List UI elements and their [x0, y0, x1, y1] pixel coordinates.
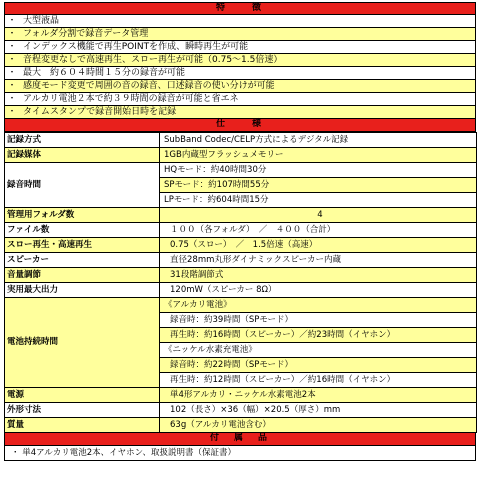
spec-sheet [4, 2, 476, 461]
spec-value: 単4形アルカリ・ニッケル水素電池2本 [160, 388, 477, 403]
spec-label: 記録媒体 [5, 148, 160, 163]
accessories-text: ・ 単4アルカリ電池2本、イヤホン、取扱説明書（保証書） [4, 446, 476, 461]
feature-text: アルカリ電池２本で約３９時間の録音が可能と省エネ [23, 94, 239, 104]
table-row [5, 298, 477, 313]
table-row [5, 253, 477, 268]
feature-text: インデックス機能で再生POINTを作成、瞬時再生が可能 [23, 42, 249, 52]
table-row [5, 418, 477, 433]
bullet-icon: ・ [7, 16, 17, 26]
spec-value: 再生時：約16時間（スピーカー）／約23時間（イヤホン） [160, 328, 477, 343]
feature-text: 最大 約６０４時間１５分の録音が可能 [23, 68, 186, 78]
table-row [5, 133, 477, 148]
table-row [5, 238, 477, 253]
spec-value: 102（長さ）×36（幅）×20.5（厚さ）mm [160, 403, 477, 418]
spec-value: 1GB内蔵型フラッシュメモリー [160, 148, 477, 163]
spec-value: HQモード：約40時間30分 [160, 163, 477, 178]
spec-value: 《アルカリ電池》 [160, 298, 477, 313]
table-row [5, 208, 477, 223]
feature-item [4, 15, 476, 28]
bullet-icon: ・ [7, 81, 17, 91]
spec-label: ファイル数 [5, 223, 160, 238]
spec-value: 《ニッケル水素充電池》 [160, 343, 477, 358]
feature-text: 音程変更なしで高速再生、スロー再生が可能（0.75～1.5倍速） [23, 55, 283, 65]
spec-value: 0.75（スロー） ／ 1.5倍速（高速） [160, 238, 477, 253]
table-row [5, 403, 477, 418]
feature-item [4, 28, 476, 41]
table-row [5, 268, 477, 283]
feature-item [4, 80, 476, 93]
spec-label: スピーカー [5, 253, 160, 268]
spec-value: １００（各フォルダ） ／ ４００（合計） [160, 223, 477, 238]
bullet-icon: ・ [7, 68, 17, 78]
spec-value: 録音時：約22時間（SPモード） [160, 358, 477, 373]
spec-value: 31段階調節式 [160, 268, 477, 283]
spec-label: 質量 [5, 418, 160, 433]
spec-label: 音量調節 [5, 268, 160, 283]
spec-label: 電池持続時間 [5, 298, 160, 388]
feature-text: 大型液晶 [23, 16, 60, 26]
spec-label: 電源 [5, 388, 160, 403]
table-row [5, 388, 477, 403]
feature-item [4, 67, 476, 80]
bullet-icon: ・ [7, 42, 17, 52]
feature-item [4, 41, 476, 54]
specs-table [4, 132, 477, 433]
spec-label: 録音時間 [5, 163, 160, 208]
feature-item [4, 106, 476, 119]
spec-value: LPモード：約604時間15分 [160, 193, 477, 208]
table-row [5, 283, 477, 298]
table-row [5, 163, 477, 178]
spec-value: 4 [160, 208, 477, 223]
spec-label: 記録方式 [5, 133, 160, 148]
spec-label: 実用最大出力 [5, 283, 160, 298]
feature-item [4, 54, 476, 67]
specs-header: 仕 様 [4, 119, 476, 132]
bullet-icon: ・ [7, 94, 17, 104]
features-header: 特 徴 [4, 2, 476, 15]
spec-label: 外形寸法 [5, 403, 160, 418]
accessories-header: 付 属 品 [4, 433, 476, 446]
spec-value: 120mW（スピーカー 8Ω） [160, 283, 477, 298]
features-list [4, 15, 476, 119]
feature-item [4, 93, 476, 106]
feature-text: タイムスタンプで録音開始日時を記録 [23, 107, 177, 117]
spec-label: スロー再生・高速再生 [5, 238, 160, 253]
spec-value: 再生時：約12時間（スピーカー）／約16時間（イヤホン） [160, 373, 477, 388]
spec-value: 直径28mm丸形ダイナミックスピーカー内蔵 [160, 253, 477, 268]
table-row [5, 148, 477, 163]
spec-value: 63g（アルカリ電池含む） [160, 418, 477, 433]
bullet-icon: ・ [7, 107, 17, 117]
spec-value: 録音時：約39時間（SPモード） [160, 313, 477, 328]
feature-text: 感度モード変更で周囲の音の録音、口述録音の使い分けが可能 [23, 81, 275, 91]
bullet-icon: ・ [7, 29, 17, 39]
spec-value: SPモード：約107時間55分 [160, 178, 477, 193]
bullet-icon: ・ [7, 55, 17, 65]
feature-text: フォルダ分割で録音データ管理 [23, 29, 149, 39]
spec-label: 管理用フォルダ数 [5, 208, 160, 223]
table-row [5, 223, 477, 238]
spec-value: SubBand Codec/CELP方式によるデジタル記録 [160, 133, 477, 148]
